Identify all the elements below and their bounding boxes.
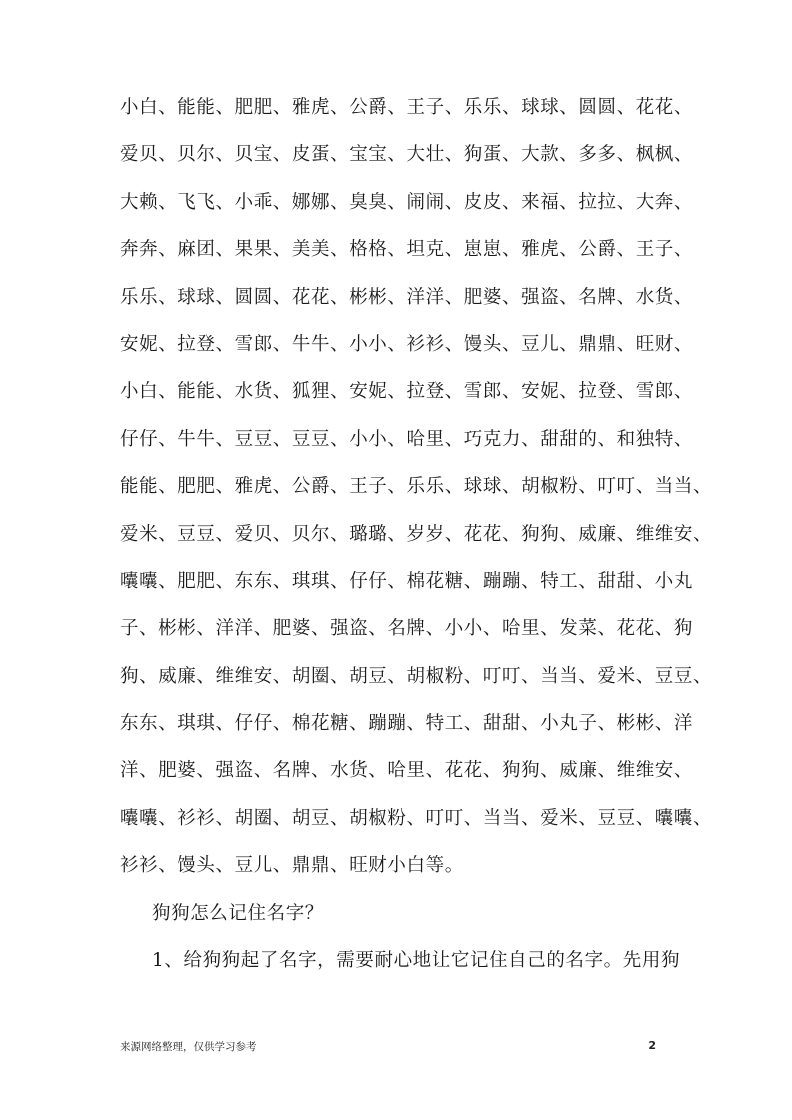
paragraph-start: 1、给狗狗起了名字，需要耐心地让它记住自己的名字。先用狗 [152, 950, 681, 972]
page-number: 2 [648, 1039, 656, 1052]
name-list-line: 爱贝、贝尔、贝宝、皮蛋、宝宝、大壮、狗蛋、大款、多多、枫枫、 [120, 144, 694, 166]
source-note: 来源网络整理，仅供学习参考 [120, 1041, 257, 1053]
name-list-line: 衫衫、馒头、豆儿、鼎鼎、旺财小白等。 [120, 855, 464, 877]
name-list-line: 大赖、飞飞、小乖、娜娜、臭臭、闹闹、皮皮、来福、拉拉、大奔、 [120, 191, 694, 213]
name-list-line: 狗、威廉、维维安、胡圈、胡豆、胡椒粉、叮叮、当当、爱米、豆豆、 [120, 665, 713, 687]
name-list-line: 囔囔、肥肥、东东、琪琪、仔仔、棉花糖、蹦蹦、特工、甜甜、小丸 [120, 570, 694, 592]
name-list-line: 洋、肥婆、强盗、名牌、水货、哈里、花花、狗狗、威廉、维维安、 [120, 760, 694, 782]
name-list-line: 仔仔、牛牛、豆豆、豆豆、小小、哈里、巧克力、甜甜的、和独特、 [120, 428, 694, 450]
name-list-line: 能能、肥肥、雅虎、公爵、王子、乐乐、球球、胡椒粉、叮叮、当当、 [120, 476, 713, 498]
name-list-line: 安妮、拉登、雪郎、牛牛、小小、衫衫、馒头、豆儿、鼎鼎、旺财、 [120, 333, 694, 355]
name-list-line: 小白、能能、水货、狐狸、安妮、拉登、雪郎、安妮、拉登、雪郎、 [120, 381, 694, 403]
name-list-line: 爱米、豆豆、爱贝、贝尔、璐璐、岁岁、花花、狗狗、威廉、维维安、 [120, 523, 713, 545]
section-heading: 狗狗怎么记住名字？ [152, 902, 324, 924]
page-footer [120, 1039, 672, 1059]
name-list-line: 小白、能能、肥肥、雅虎、公爵、王子、乐乐、球球、圆圆、花花、 [120, 97, 694, 118]
body-text [120, 91, 713, 991]
name-list-line: 东东、琪琪、仔仔、棉花糖、蹦蹦、特工、甜甜、小丸子、彬彬、洋 [120, 713, 694, 735]
name-list-line: 囔囔、衫衫、胡圈、胡豆、胡椒粉、叮叮、当当、爱米、豆豆、囔囔、 [120, 807, 713, 829]
name-list-line: 子、彬彬、洋洋、肥婆、强盗、名牌、小小、哈里、发菜、花花、狗 [120, 618, 694, 640]
name-list-line: 乐乐、球球、圆圆、花花、彬彬、洋洋、肥婆、强盗、名牌、水货、 [120, 286, 694, 308]
name-list-line: 奔奔、麻团、果果、美美、格格、坦克、崽崽、雅虎、公爵、王子、 [120, 239, 694, 261]
